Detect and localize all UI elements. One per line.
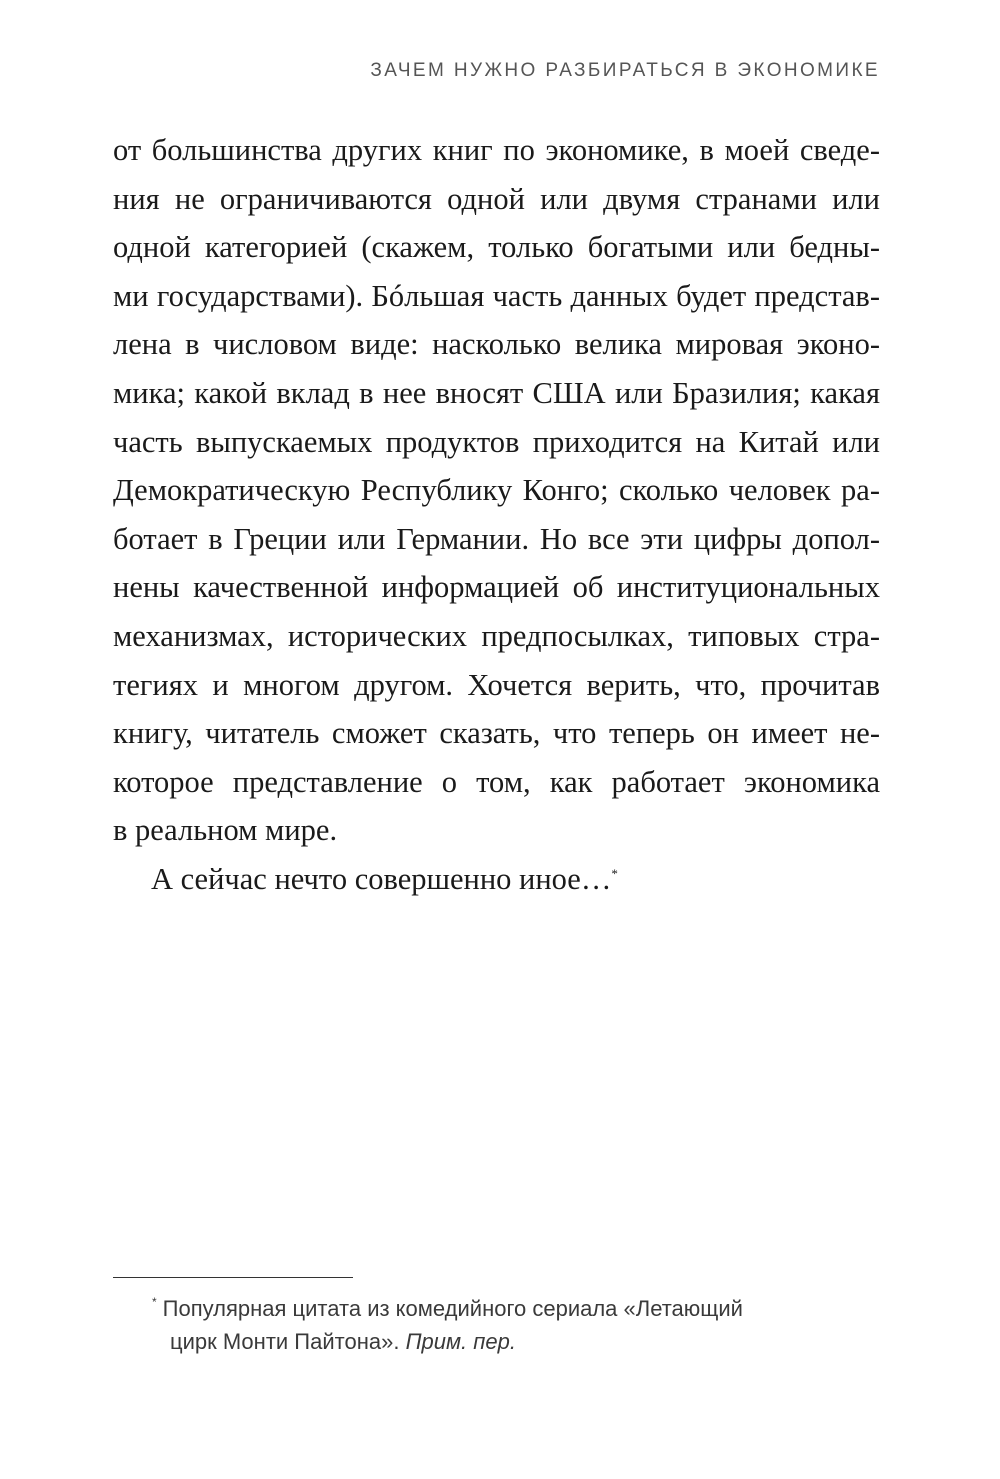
text-line: ми государствами). Бóльшая часть данных будет представ- — [113, 278, 880, 313]
footnote-text: цирк Монти Пайтона». — [170, 1329, 400, 1354]
footnote-reference[interactable]: * — [611, 865, 618, 881]
text-line: книгу, читатель сможет сказать, что теперь он имеет не- — [113, 716, 880, 751]
text-line: механизмах, исторических предпосылках, типовых стра- — [113, 618, 880, 653]
text-line: лена в числовом виде: насколько велика мировая эконо- — [113, 327, 880, 362]
footnote-divider — [113, 1277, 353, 1278]
footnote-text: Популярная цитата из комедийного сериала «Летающий — [162, 1296, 743, 1321]
text-line: мика; какой вклад в нее вносят США или Бразилия; какая — [113, 375, 880, 410]
footnote-line — [152, 1292, 852, 1325]
text-line: нены качественной информацией об институциональных — [113, 570, 880, 605]
text-line: Демократическую Республику Конго; сколько человек ра- — [113, 473, 880, 508]
body-text — [113, 126, 880, 904]
text-line: которое представление о том, как работает экономика — [113, 764, 880, 799]
text-line: одной категорией (скажем, только богатыми или бедны- — [113, 230, 880, 265]
closing-line: А сейчас нечто совершенно иное… — [151, 861, 612, 896]
text-line: в реальном мире. — [113, 813, 338, 848]
footnote-line — [152, 1325, 852, 1358]
text-line: от большинства других книг по экономике, в моей сведе- — [113, 133, 880, 167]
text-line: ния не ограничиваются одной или двумя странами или — [113, 181, 880, 216]
text-line: ботает в Греции или Германии. Но все эти цифры допол- — [113, 521, 880, 556]
text-line: тегиях и многом другом. Хочется верить, что, прочитав — [113, 667, 880, 702]
running-header: ЗАЧЕМ НУЖНО РАЗБИРАТЬСЯ В ЭКОНОМИКЕ — [370, 60, 880, 81]
footnote-mark: * — [152, 1294, 157, 1309]
translator-note: Прим. пер. — [405, 1329, 516, 1354]
closing-paragraph — [113, 855, 880, 904]
footnote — [152, 1292, 852, 1358]
text-line: часть выпускаемых продуктов приходится на Китай или — [113, 424, 880, 459]
